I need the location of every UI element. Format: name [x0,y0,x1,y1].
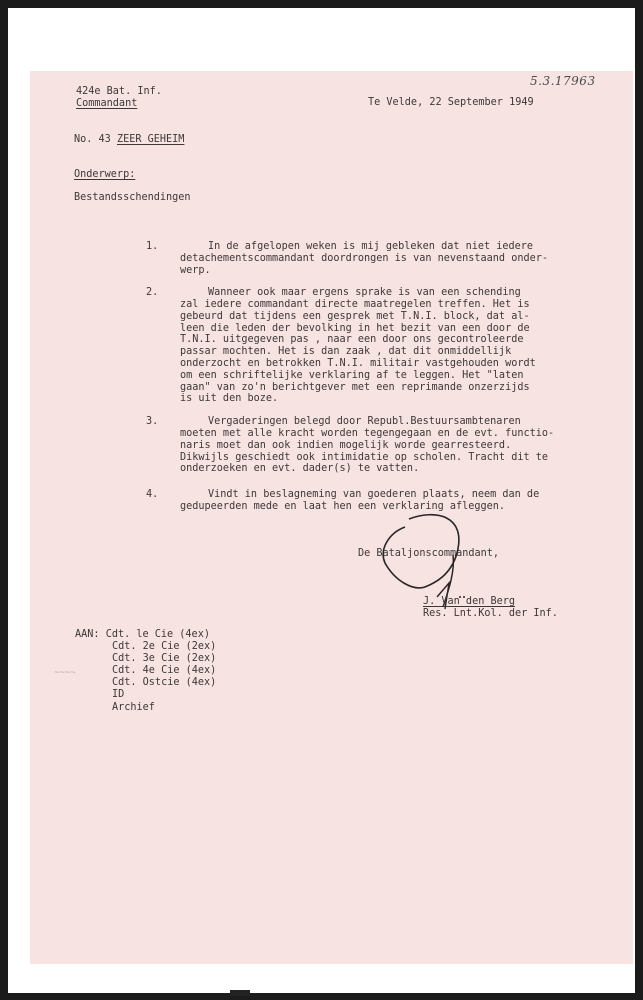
recipient: Archief [112,701,155,713]
paragraph-line: onderzoeken en evt. dader(s) te vatten. [180,463,420,475]
paragraph-line: moeten met alle kracht worden tegengegaan en de evt. functio- [180,428,555,439]
paragraph-line: Vindt in beslagneming van goederen plaats, neem dan de [208,489,540,500]
paragraph-2 [208,287,628,299]
distribution-label: AAN: [75,629,100,640]
paragraph-line: passar mochten. Het is dan zaak , dat dit onmiddellijk [180,346,512,358]
recipient: Cdt. Ostcie (4ex) [112,677,217,689]
signatory-name: J. Van den Berg [423,596,516,607]
signatory-rank: Res. Lnt.Kol. der Inf. [423,608,558,619]
paragraph-number: 1. [146,241,159,252]
unit-role: Commandant [76,98,138,109]
paragraph-line: gaan" van zo'n berichtgever met een reprimande onzerzijds [180,381,530,393]
subject-label: Onderwerp: [74,169,136,180]
paragraph-line: gebeurd dat tijdens een gesprek met T.N.I. block, dat al- [180,310,530,322]
ink-smudge: ~~~~ [54,668,76,678]
paragraph-1 [208,241,628,253]
paragraph-line: zal iedere commandant directe maatregelen treffen. Het is [180,299,530,310]
paragraph-line: leen die leden der bevolking in het bezit van een door de [180,322,530,334]
recipient: Cdt. 3e Cie (2ex) [112,653,217,665]
recipient: Cdt. le Cie (4ex) [105,629,210,640]
place-date: Te Velde, 22 September 1949 [368,97,534,108]
recipient: ID [112,689,125,701]
distribution-row [75,629,216,641]
paragraph-line: Wanneer ook maar ergens sprake is van een schending [208,287,521,298]
paragraph-line: om een schriftelijke verklaring af te leggen. Het "laten [180,369,524,381]
paragraph-3 [208,416,628,428]
paragraph-line: werp. [180,264,211,276]
classification-label: ZEER GEHEIM [116,134,185,145]
unit-name: 424e Bat. Inf. [76,86,162,97]
paragraph-line: In de afgelopen weken is mij gebleken dat niet iedere [208,241,534,252]
paragraph-line: Vergaderingen belegd door Republ.Bestuursambtenaren [208,416,521,427]
paragraph-line: is uit den boze. [180,393,279,405]
paragraph-line: detachementscommandant doordrongen is van nevenstaand onder- [180,253,549,264]
paragraph-number: 4. [146,489,159,500]
closing-line: De Bataljonscommandant, [358,548,500,559]
letter-body [30,71,633,964]
scan-edge-mark [230,990,250,996]
recipient: Cdt. 4e Cie (4ex) [112,665,217,677]
paragraph-line: Dikwijls geschiedt ook intimidatie op scholen. Tracht dit te [180,451,549,463]
paragraph-line: onderzocht en betrokken T.N.I. militair vastgehouden wordt [180,357,536,369]
recipient: Cdt. 2e Cie (2ex) [112,641,217,653]
paragraph-3-cont [180,428,600,475]
paragraph-2-cont [180,299,600,405]
letter-number: No. 43 [74,134,111,145]
paragraph-1-cont [180,253,600,277]
paragraph-number: 3. [146,416,159,427]
reference-number [74,134,184,146]
paragraph-line: gedupeerden mede en laat hen een verklaring afleggen. [180,501,506,512]
archive-stamp: 5.3.17963 [530,74,596,88]
paragraph-line: naris moet dan ook indien mogelijk worde gearresteerd. [180,439,512,451]
paragraph-4 [208,489,628,501]
subject-value: Bestandsschendingen [74,192,191,203]
paragraph-line: T.N.I. uitgegeven pas , naar een door ons gecontroleerde [180,334,524,346]
scan-mount [8,8,635,993]
document-page [30,71,633,964]
distribution-list [75,629,216,714]
paragraph-number: 2. [146,287,159,298]
